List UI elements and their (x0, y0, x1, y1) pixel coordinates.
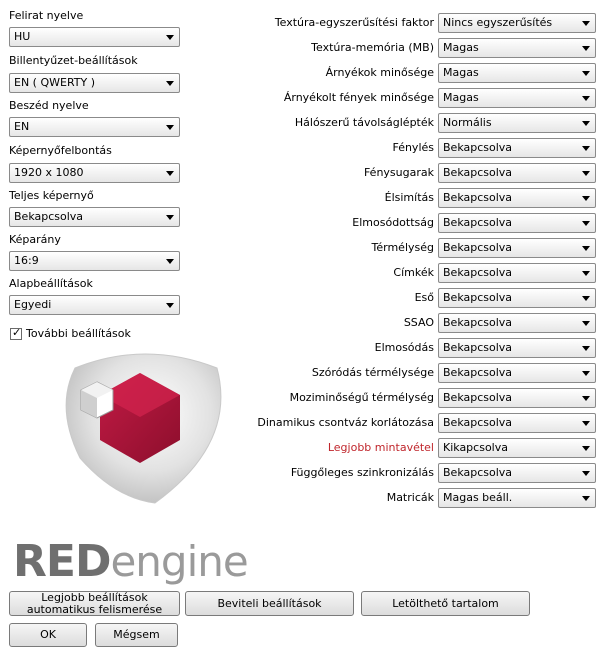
light-shafts-select[interactable]: Bekapcsolva (438, 163, 596, 183)
best-sampling-select[interactable]: Kikapcsolva (438, 438, 596, 458)
chevron-down-icon (166, 259, 174, 264)
chevron-down-icon (582, 21, 590, 26)
chevron-down-icon (582, 46, 590, 51)
chevron-down-icon (582, 171, 590, 176)
logo-engine-word: engine (110, 537, 248, 586)
resolution-label: Képernyőfelbontás (9, 144, 112, 157)
chevron-down-icon (582, 371, 590, 376)
shadow-quality-select[interactable]: Magas (438, 63, 596, 83)
blur-label: Elmosódottság (352, 216, 434, 229)
chevron-down-icon (582, 471, 590, 476)
checkmark-icon: ✓ (12, 326, 22, 339)
chevron-down-icon (582, 121, 590, 126)
texture-memory-select[interactable]: Magas (438, 38, 596, 58)
chevron-down-icon (166, 171, 174, 176)
chevron-down-icon (166, 35, 174, 40)
texture-downscale-label: Textúra-egyszerűsítési faktor (274, 16, 434, 29)
chevron-down-icon (582, 346, 590, 351)
chevron-down-icon (582, 196, 590, 201)
shadowed-lights-quality-label: Árnyékolt fények minősége (283, 91, 434, 104)
light-shafts-label: Fénysugarak (363, 166, 434, 179)
presets-label: Alapbeállítások (9, 277, 93, 290)
fullscreen-select[interactable]: Bekapcsolva (9, 207, 180, 227)
texture-downscale-select[interactable]: Nincs egyszerűsítés (438, 13, 596, 33)
more-settings-label: További beállítások (26, 327, 131, 340)
chevron-down-icon (166, 81, 174, 86)
keyboard-settings-label: Billentyűzet-beállítások (9, 54, 138, 67)
decals-label: Matricák (386, 491, 434, 504)
chevron-down-icon (582, 321, 590, 326)
ssao-select[interactable]: Bekapcsolva (438, 313, 596, 333)
more-settings-checkbox[interactable] (10, 328, 22, 340)
aspect-ratio-select[interactable]: 16:9 (9, 251, 180, 271)
cinematic-dof-select[interactable]: Bekapcsolva (438, 388, 596, 408)
cancel-button[interactable]: Mégsem (95, 623, 178, 647)
labels-label: Címkék (393, 266, 434, 279)
presets-select[interactable]: Egyedi (9, 295, 180, 315)
chevron-down-icon (582, 421, 590, 426)
cinematic-dof-label: Moziminőségű térmélység (289, 391, 434, 404)
logo-red-word: RED (13, 536, 111, 587)
dynamic-skeleton-limit-select[interactable]: Bekapcsolva (438, 413, 596, 433)
chevron-down-icon (166, 125, 174, 130)
depth-of-field-label: Térmélység (371, 241, 434, 254)
input-settings-button[interactable]: Beviteli beállítások (185, 591, 354, 616)
decals-select[interactable]: Magas beáll. (438, 488, 596, 508)
vsync-select[interactable]: Bekapcsolva (438, 463, 596, 483)
motion-blur-select[interactable]: Bekapcsolva (438, 338, 596, 358)
blur-select[interactable]: Bekapcsolva (438, 213, 596, 233)
resolution-select[interactable]: 1920 x 1080 (9, 163, 180, 183)
chevron-down-icon (582, 246, 590, 251)
dynamic-skeleton-limit-label: Dinamikus csontváz korlátozása (257, 416, 434, 429)
rain-label: Eső (414, 291, 434, 304)
bloom-label: Fénylés (392, 141, 434, 154)
subtitle-language-select[interactable]: HU (9, 27, 180, 47)
speech-language-select[interactable]: EN (9, 117, 180, 137)
vsync-label: Függőleges szinkronizálás (290, 466, 434, 479)
chevron-down-icon (582, 496, 590, 501)
speech-language-label: Beszéd nyelve (9, 99, 89, 112)
chevron-down-icon (582, 71, 590, 76)
depth-of-field-select[interactable]: Bekapcsolva (438, 238, 596, 258)
texture-memory-label: Textúra-memória (MB) (311, 41, 434, 54)
chevron-down-icon (166, 303, 174, 308)
ok-button[interactable]: OK (9, 623, 87, 647)
chevron-down-icon (582, 396, 590, 401)
best-sampling-label: Legjobb mintavétel (327, 441, 434, 454)
bloom-select[interactable]: Bekapcsolva (438, 138, 596, 158)
motion-blur-label: Elmosódás (374, 341, 434, 354)
chevron-down-icon (166, 215, 174, 220)
redengine-logo (13, 536, 248, 587)
chevron-down-icon (582, 146, 590, 151)
downloadable-content-button[interactable]: Letölthető tartalom (361, 591, 530, 616)
mesh-distance-scale-select[interactable]: Normális (438, 113, 596, 133)
keyboard-settings-select[interactable]: EN ( QWERTY ) (9, 73, 180, 93)
chevron-down-icon (582, 296, 590, 301)
scattering-dof-select[interactable]: Bekapcsolva (438, 363, 596, 383)
chevron-down-icon (582, 96, 590, 101)
labels-select[interactable]: Bekapcsolva (438, 263, 596, 283)
autodetect-best-settings-button[interactable]: Legjobb beállítások automatikus felismerése (9, 591, 180, 616)
chevron-down-icon (582, 446, 590, 451)
scattering-dof-label: Szóródás térmélysége (311, 366, 434, 379)
fullscreen-label: Teljes képernyő (9, 189, 94, 202)
chevron-down-icon (582, 221, 590, 226)
shadow-quality-label: Árnyékok minősége (325, 66, 434, 79)
ssao-label: SSAO (403, 316, 434, 329)
mesh-distance-scale-label: Hálószerű távolságlépték (294, 116, 434, 129)
shadowed-lights-quality-select[interactable]: Magas (438, 88, 596, 108)
chevron-down-icon (582, 271, 590, 276)
aspect-ratio-label: Képarány (9, 233, 61, 246)
rain-select[interactable]: Bekapcsolva (438, 288, 596, 308)
antialiasing-label: Élsimítás (384, 191, 434, 204)
subtitle-language-label: Felirat nyelve (9, 9, 84, 22)
antialiasing-select[interactable]: Bekapcsolva (438, 188, 596, 208)
